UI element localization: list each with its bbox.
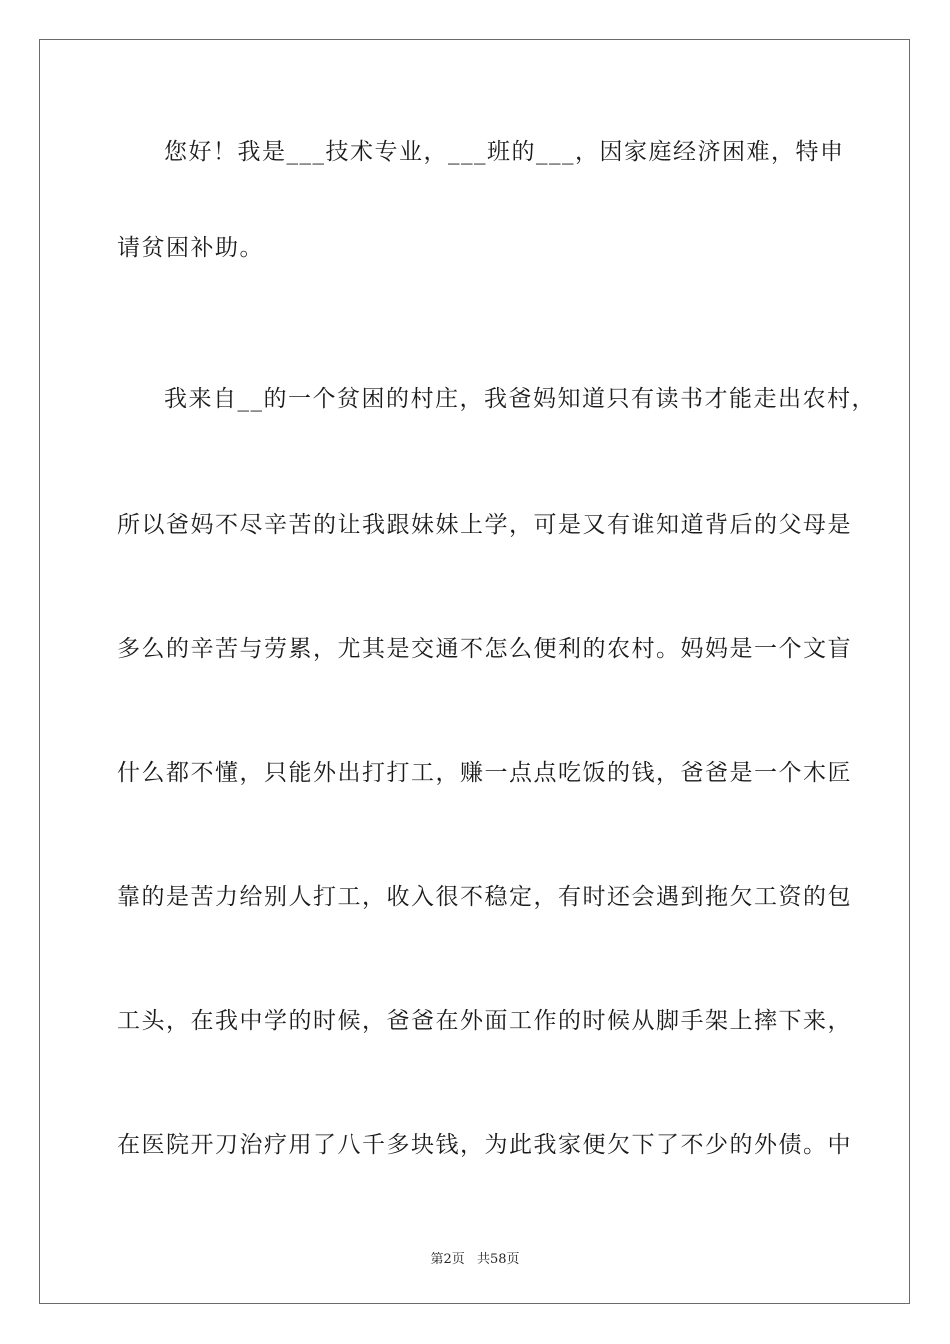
paragraph-2-line-5: 靠的是苦力给别人打工，收入很不稳定，有时还会遇到拖欠工资的包 [117,884,852,910]
paragraph-2-line-6: 工头，在我中学的时候，爸爸在外面工作的时候从脚手架上摔下来， [117,1008,852,1034]
paragraph-2-line-3: 多么的辛苦与劳累，尤其是交通不怎么便利的农村。妈妈是一个文盲 [117,636,852,662]
paragraph-1-line-1: 您好！我是___技术专业，___班的___，因家庭经济困难，特申 [164,139,845,165]
paragraph-2-line-2: 所以爸妈不尽辛苦的让我跟妹妹上学，可是又有谁知道背后的父母是 [117,512,852,538]
paragraph-2-line-4: 什么都不懂，只能外出打打工，赚一点点吃饭的钱，爸爸是一个木匠 [117,760,852,786]
page-number: 第2页 [430,1252,465,1267]
page-footer [0,1248,950,1267]
page-total: 共58页 [476,1252,520,1267]
paragraph-1-line-2: 请贫困补助。 [117,235,264,261]
paragraph-2-line-1: 我来自__的一个贫困的村庄，我爸妈知道只有读书才能走出农村， [164,386,876,412]
page-border [39,39,910,1304]
paragraph-2-line-7: 在医院开刀治疗用了八千多块钱，为此我家便欠下了不少的外债。中 [117,1132,852,1158]
